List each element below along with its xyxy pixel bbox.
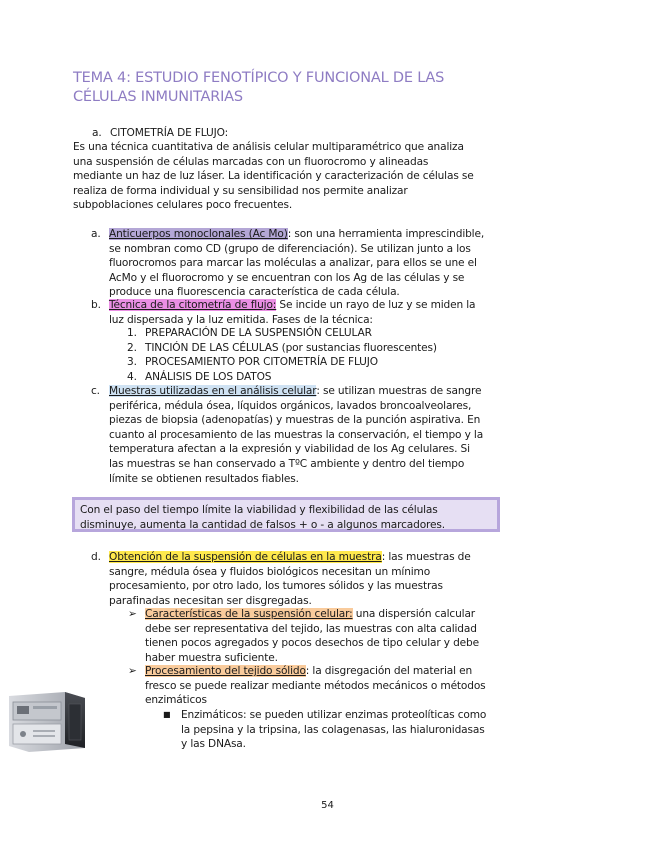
item-line: la pepsina y la tripsina, las colagenasas, las hialuronidasas — [181, 723, 485, 736]
phase-item — [127, 326, 527, 341]
term-anticuerpos: Anticuerpos monoclonales (Ac Mo) — [109, 228, 288, 240]
item-line: fresco se puede realizar mediante métodos mecánicos o métodos — [145, 679, 486, 692]
page-number: 54 — [321, 800, 334, 811]
phase-item — [127, 355, 527, 370]
item-line: luz dispersada y la luz emitida. Fases de la técnica: — [109, 313, 373, 326]
paragraph-line: realiza de forma individual y su sensibilidad nos permite analizar — [73, 184, 408, 197]
phase-item — [127, 341, 527, 356]
item-line: sangre, médula ósea y fluidos biológicos necesitan un mínimo — [109, 565, 431, 578]
item-text: : la disgregación del material en — [305, 665, 473, 677]
paragraph-line: subpoblaciones celulares poco frecuentes. — [73, 199, 293, 212]
list-item-tecnica — [109, 298, 529, 327]
item-line: debe ser representativa del tejido, las muestras con alta calidad — [145, 622, 477, 635]
term-caracteristicas: Características de la suspensión celular: — [145, 608, 353, 620]
item-text: Se incide un rayo de luz y se miden la — [276, 299, 476, 311]
bullet-item-enzimaticos — [181, 708, 531, 752]
item-line: piezas de biopsia (adenopatías) y muestras de la punción aspirativa. En — [109, 414, 481, 427]
arrow-marker-1: ➢ — [128, 608, 137, 620]
item-line: y las DNAsa. — [181, 738, 246, 751]
item-d-marker: d. — [91, 551, 101, 563]
item-a-marker: a. — [91, 228, 101, 240]
paragraph-line: Es una técnica cuantitativa de análisis celular multiparamétrico que analiza — [73, 141, 464, 153]
item-line: temperatura afectan a la expresión y viabilidad de los Ag celulares. Si — [109, 443, 470, 456]
list-item-obtencion — [109, 550, 529, 608]
title-line-2: CÉLULAS INMUNITARIAS — [73, 89, 243, 105]
arrow-marker-2: ➢ — [128, 665, 137, 677]
item-line: parafinadas necesitan ser disgregadas. — [109, 594, 312, 607]
phase-number: 4. — [127, 370, 137, 383]
phase-text: PROCESAMIENTO POR CITOMETRÍA DE FLUJO — [145, 356, 378, 369]
item-line: haber muestra suficiente. — [145, 651, 278, 664]
phase-number: 3. — [127, 356, 137, 369]
item-line: cuanto al procesamiento de las muestras la conservación, el tiempo y la — [109, 428, 484, 441]
item-line: fluorocromos para marcar las moléculas a analizar, para ellos se une el — [109, 257, 477, 270]
phase-number: 2. — [127, 341, 137, 354]
paragraph-line: mediante un haz de luz láser. La identificación y caracterización de células se — [73, 170, 474, 183]
item-text: : las muestras de — [381, 551, 471, 563]
list-item-anticuerpos — [109, 227, 529, 300]
item-line: las muestras se han conservado a TºC ambiente y dentro del tiempo — [109, 457, 465, 470]
item-b-marker: b. — [91, 299, 101, 311]
term-obtencion: Obtención de la suspensión de células en la muestra — [109, 551, 382, 563]
term-muestras: Muestras utilizadas en el análisis celular — [109, 385, 317, 397]
sub-item-caracteristicas — [145, 607, 530, 665]
item-text: : son una herramienta imprescindible, — [287, 228, 485, 240]
section-a-paragraph — [73, 140, 533, 213]
phase-text: ANÁLISIS DE LOS DATOS — [145, 370, 272, 383]
item-text: una dispersión calcular — [352, 608, 475, 620]
title-line-1: TEMA 4: ESTUDIO FENOTÍPICO Y FUNCIONAL DE LAS — [73, 70, 445, 86]
paragraph-line: una suspensión de células marcadas con un fluorocromo y alineadas — [73, 155, 429, 168]
item-line: produce una fluorescencia característica de cada célula. — [109, 286, 400, 299]
term-tecnica: Técnica de la citometría de flujo: — [109, 299, 277, 311]
section-a-marker: a. — [92, 127, 102, 139]
note-line: disminuye, aumenta la cantidad de falsos + o - a algunos marcadores. — [80, 518, 445, 531]
phase-number: 1. — [127, 327, 137, 339]
phase-text: PREPARACIÓN DE LA SUSPENSIÓN CELULAR — [145, 327, 372, 339]
flow-cytometer-icon — [7, 686, 87, 752]
phases-list — [127, 326, 527, 384]
sub-item-procesamiento — [145, 664, 530, 708]
term-procesamiento: Procesamiento del tejido sólido — [145, 665, 306, 677]
item-line: límite se obtienen resultados fiables. — [109, 472, 299, 485]
phase-item — [127, 370, 527, 385]
item-line: AcMo y el fluorocromo y se encuentran con los Ag de las células y se — [109, 271, 465, 284]
section-a-heading: CITOMETRÍA DE FLUJO: — [110, 127, 229, 139]
page-title — [73, 69, 593, 107]
note-box — [72, 497, 500, 532]
item-line: procesamiento, por otro lado, los tumores sólidos y las muestras — [109, 580, 443, 593]
item-line: periférica, médula ósea, líquidos orgánicos, lavados broncoalveolares, — [109, 399, 472, 412]
phase-text: TINCIÓN DE LAS CÉLULAS (por sustancias fluorescentes) — [145, 341, 437, 354]
note-line: Con el paso del tiempo límite la viabilidad y flexibilidad de las células — [80, 504, 438, 516]
item-line: Enzimáticos: se pueden utilizar enzimas proteolíticas como — [181, 709, 487, 721]
list-item-muestras — [109, 384, 534, 486]
item-line: se nombran como CD (grupo de diferenciación). Se utilizan junto a los — [109, 242, 471, 255]
bullet-marker: ■ — [163, 710, 171, 719]
item-c-marker: c. — [91, 385, 100, 397]
item-text: : se utilizan muestras de sangre — [316, 385, 482, 397]
flow-cytometer-image — [7, 686, 87, 752]
item-line: tienen pocos agregados y pocos desechos de tipo celular y debe — [145, 637, 479, 650]
item-line: enzimáticos — [145, 694, 207, 707]
